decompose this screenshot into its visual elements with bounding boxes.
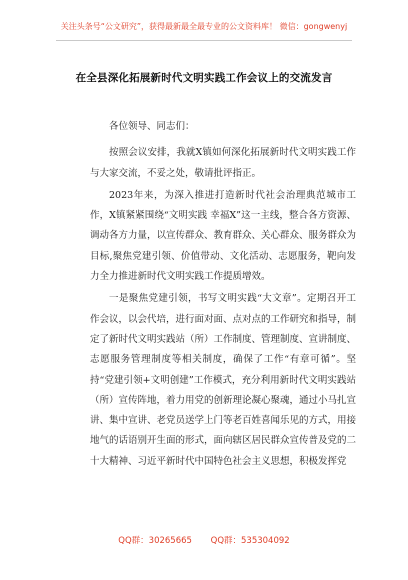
header-divider bbox=[56, 40, 352, 41]
header-notice: 关注头条号“公文研究”，获得最新最全最专业的公文资料库！ 微信：gongwenyj bbox=[60, 22, 348, 31]
salutation: 各位领导、同志们： bbox=[109, 121, 195, 132]
footer-qq-left: QQ群：30265665 bbox=[118, 536, 192, 546]
paragraph: 2023年来，为深入推进打造新时代社会治理典范城市工作，X镇紧紧围绕“文明实践 幸福X”这一主线，整合各方资源、调动各方力量，以宣传群众、教育群众、关心群众、服务群众为目标,聚焦党建引领、价值带动、文化活动、志愿服务，靶向发力全力推进新时代文明实践工作提质增效。 bbox=[90, 189, 357, 283]
footer-qq-right: QQ群：535304092 bbox=[210, 536, 290, 546]
document-title: 在全县深化拓展新时代文明实践工作会议上的交流发言 bbox=[75, 72, 333, 84]
document-body bbox=[90, 117, 356, 472]
paragraph: 一是聚焦党建引领，书写文明实践“大文章”。定期召开工作会议，以会代培，进行面对面、点对点的工作研究和指导，制定了新时代文明实践站（所）工作制度、管理制度、宣讲制度、志愿服务管理制度等相关制度，确保了工作“有章可循”。坚持“党建引领+文明创建”工作模式，充分利用新时代文明实践站（所）宣传阵地，着力用党的创新理论凝心聚魂，通过小马扎宣讲、集中宣讲、老党员送学上门等老百姓喜闻乐见的方式，用接地气的话语别开生面的形式，面向辖区居民群众宣传普及党的二十大精神、习近平新时代中国特色社会主义思想，积极发挥党 bbox=[90, 293, 357, 467]
footer bbox=[0, 534, 408, 546]
paragraph: 按照会议安排，我就X镇如何深化拓展新时代文明实践工作与大家交流，不妥之处，敬请批评指正。 bbox=[90, 147, 356, 179]
